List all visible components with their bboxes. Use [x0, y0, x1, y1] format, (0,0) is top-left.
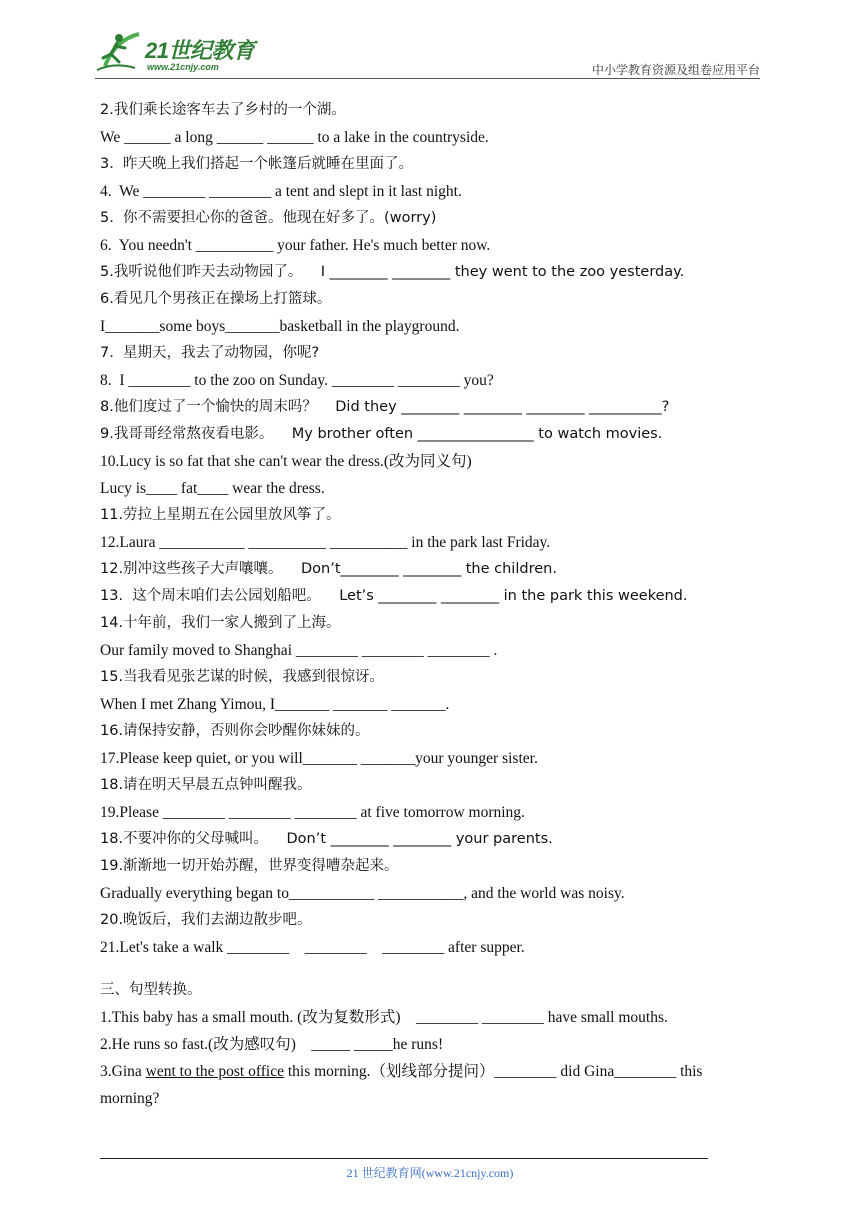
section-title: 三、句型转换。: [100, 982, 202, 998]
exercise-line: 1.This baby has a small mouth. (改为复数形式) ________ ________ have small mouths.: [100, 1009, 668, 1026]
exercise-line: 16.请保持安静，否则你会吵醒你妹妹的。: [100, 723, 370, 739]
exercise-line: 15.当我看见张艺谋的时候，我感到很惊讶。: [100, 669, 385, 685]
exercise-line: 3. 昨天晚上我们搭起一个帐篷后就睡在里面了。: [100, 156, 414, 172]
exercise-line: 21.Let's take a walk ________ ________ ________ after supper.: [100, 939, 525, 956]
exercise-line: Gradually everything began to___________ ___________, and the world was noisy.: [100, 885, 625, 902]
exercise-line: 19.渐渐地一切开始苏醒，世界变得嘈杂起来。: [100, 858, 399, 874]
logo-text: 21世纪教育: [145, 38, 255, 63]
exercise-line: 6. You needn't __________ your father. He's much better now.: [100, 237, 491, 254]
q3-suffix: this morning.（划线部分提问）________ did Gina________ this: [283, 1063, 703, 1080]
exercise-line: morning?: [100, 1090, 160, 1107]
exercise-line: 8. I ________ to the zoo on Sunday. ________ ________ you?: [100, 372, 494, 389]
exercise-line: I_______some boys_______basketball in the playground.: [100, 318, 460, 335]
exercise-line: We ______ a long ______ ______ to a lake in the countryside.: [100, 129, 489, 146]
exercise-line: 7. 星期天，我去了动物园，你呢?: [100, 345, 320, 361]
exercise-lines: [100, 97, 765, 961]
exercise-line: [100, 1058, 765, 1085]
exercise-line: 6.看见几个男孩正在操场上打篮球。: [100, 291, 332, 307]
exercise-line: 12.Laura ___________ __________ __________ in the park last Friday.: [100, 534, 551, 551]
exercise-line: 18.请在明天早晨五点钟叫醒我。: [100, 777, 312, 793]
footer-text: 21 世纪教育网(www.21cnjy.com): [346, 1166, 514, 1180]
exercise-line: 5.我听说他们昨天去动物园了。 I ________ ________ they went to the zoo yesterday.: [100, 264, 685, 280]
exercise-line: 20.晚饭后，我们去湖边散步吧。: [100, 912, 312, 928]
q3-underlined: went to the post office: [145, 1063, 284, 1080]
exercise-line: 19.Please ________ ________ ________ at five tomorrow morning.: [100, 804, 525, 821]
exercise-line: 11.劳拉上星期五在公园里放风筝了。: [100, 507, 341, 523]
q3-prefix: 3.Gina: [100, 1063, 146, 1080]
spacer: [100, 961, 765, 977]
exercise-line: 13. 这个周末咱们去公园划船吧。 Let’s ________ ________ in the park this weekend.: [100, 588, 688, 604]
exercise-line: Lucy is____ fat____ wear the dress.: [100, 480, 325, 497]
exercise-line: 12.别冲这些孩子大声嚷嚷。 Don’t________ ________ the children.: [100, 561, 557, 577]
runner-logo-icon: [95, 28, 143, 72]
exercise-line: 5. 你不需要担心你的爸爸。他现在好多了。(worry): [100, 210, 437, 226]
exercise-line: When I met Zhang Yimou, I_______ _______ _______.: [100, 696, 450, 713]
exercise-line: 14.十年前，我们一家人搬到了上海。: [100, 615, 341, 631]
platform-name: 中小学教育资源及组卷应用平台: [591, 63, 760, 77]
exercise-line: 10.Lucy is so fat that she can't wear the dress.(改为同义句): [100, 453, 472, 470]
exercise-line: 17.Please keep quiet, or you will_______ _______your younger sister.: [100, 750, 538, 767]
header-divider: [95, 78, 760, 79]
exercise-line: 2.我们乘长途客车去了乡村的一个湖。: [100, 102, 346, 118]
logo-url: www.21cnjy.com: [147, 62, 219, 72]
exercise-line: Our family moved to Shanghai ________ ________ ________ .: [100, 642, 498, 659]
exercise-line: 9.我哥哥经常熬夜看电影。 My brother often ________________ to watch movies.: [100, 426, 663, 442]
exercise-line: 18.不要冲你的父母喊叫。 Don’t ________ ________ your parents.: [100, 831, 553, 847]
exercise-line: 4. We ________ ________ a tent and slept in it last night.: [100, 183, 462, 200]
exercise-line: 8.他们度过了一个愉快的周末吗？ Did they ________ ________ ________ __________?: [100, 399, 670, 415]
logo: [95, 28, 265, 78]
footer-divider: [100, 1158, 708, 1159]
page-header: [95, 28, 760, 80]
worksheet-content: [100, 97, 765, 1112]
exercise-line: 2.He runs so fast.(改为感叹句) _____ _____he runs!: [100, 1036, 444, 1053]
